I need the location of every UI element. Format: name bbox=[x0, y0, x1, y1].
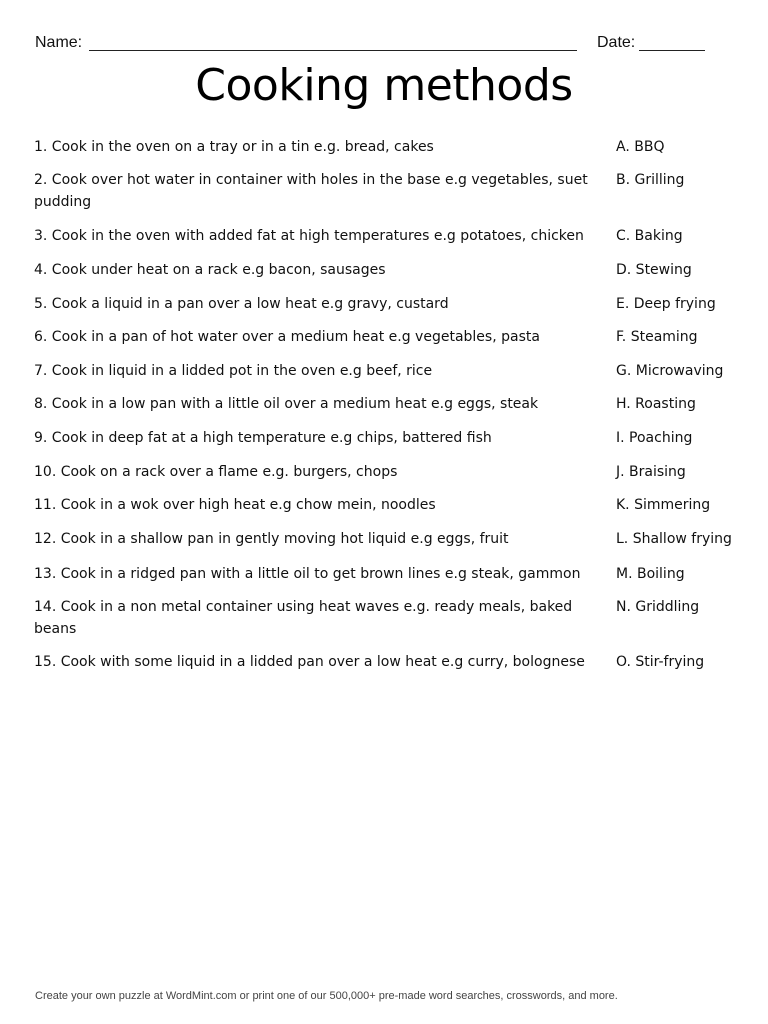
answer-option: J. Braising bbox=[616, 464, 686, 480]
question-item: 6. Cook in a pan of hot water over a medium heat e.g vegetables, pasta bbox=[34, 329, 540, 345]
name-blank-line bbox=[89, 50, 577, 51]
question-item: 13. Cook in a ridged pan with a little oil to get brown lines e.g steak, gammon bbox=[34, 566, 581, 582]
question-item: 14. Cook in a non metal container using heat waves e.g. ready meals, baked beans bbox=[34, 599, 573, 637]
answer-option: H. Roasting bbox=[616, 396, 696, 412]
footer-note: Create your own puzzle at WordMint.com or print one of our 500,000+ pre-made word searches, crosswords, and more. bbox=[35, 990, 618, 1002]
question-item: 12. Cook in a shallow pan in gently moving hot liquid e.g eggs, fruit bbox=[34, 531, 509, 547]
worksheet-title: Cooking methods bbox=[195, 60, 573, 111]
name-label: Name: bbox=[35, 34, 83, 51]
date-blank-line bbox=[639, 50, 705, 51]
question-item: 9. Cook in deep fat at a high temperature e.g chips, battered fish bbox=[34, 430, 492, 446]
worksheet-header bbox=[35, 32, 735, 56]
question-item: 11. Cook in a wok over high heat e.g chow mein, noodles bbox=[34, 497, 436, 513]
question-item: 15. Cook with some liquid in a lidded pan over a low heat e.g curry, bolognese bbox=[34, 654, 585, 670]
answer-option: M. Boiling bbox=[616, 566, 685, 582]
answer-option: L. Shallow frying bbox=[616, 531, 732, 547]
answer-option: K. Simmering bbox=[616, 497, 711, 513]
question-item: 3. Cook in the oven with added fat at high temperatures e.g potatoes, chicken bbox=[34, 228, 584, 244]
answer-option: N. Griddling bbox=[616, 599, 700, 615]
question-item: 5. Cook a liquid in a pan over a low heat e.g gravy, custard bbox=[34, 296, 449, 312]
answer-option: G. Microwaving bbox=[616, 363, 724, 379]
answer-option: E. Deep frying bbox=[616, 296, 716, 312]
question-item: 2. Cook over hot water in container with holes in the base e.g vegetables, suet pudding bbox=[34, 172, 588, 210]
answer-option: C. Baking bbox=[616, 228, 683, 244]
answer-option: A. BBQ bbox=[616, 139, 665, 155]
answer-option: F. Steaming bbox=[616, 329, 698, 345]
question-item: 8. Cook in a low pan with a little oil over a medium heat e.g eggs, steak bbox=[34, 396, 539, 412]
answer-option: I. Poaching bbox=[616, 430, 693, 446]
question-item: 10. Cook on a rack over a flame e.g. burgers, chops bbox=[34, 464, 398, 480]
question-item: 7. Cook in liquid in a lidded pot in the oven e.g beef, rice bbox=[34, 363, 433, 379]
answer-option: B. Grilling bbox=[616, 172, 685, 188]
question-item: 4. Cook under heat on a rack e.g bacon, sausages bbox=[34, 262, 386, 278]
question-item: 1. Cook in the oven on a tray or in a tin e.g. bread, cakes bbox=[34, 139, 434, 155]
answer-option: O. Stir-frying bbox=[616, 654, 705, 670]
date-label: Date: bbox=[597, 34, 636, 51]
answer-option: D. Stewing bbox=[616, 262, 692, 278]
